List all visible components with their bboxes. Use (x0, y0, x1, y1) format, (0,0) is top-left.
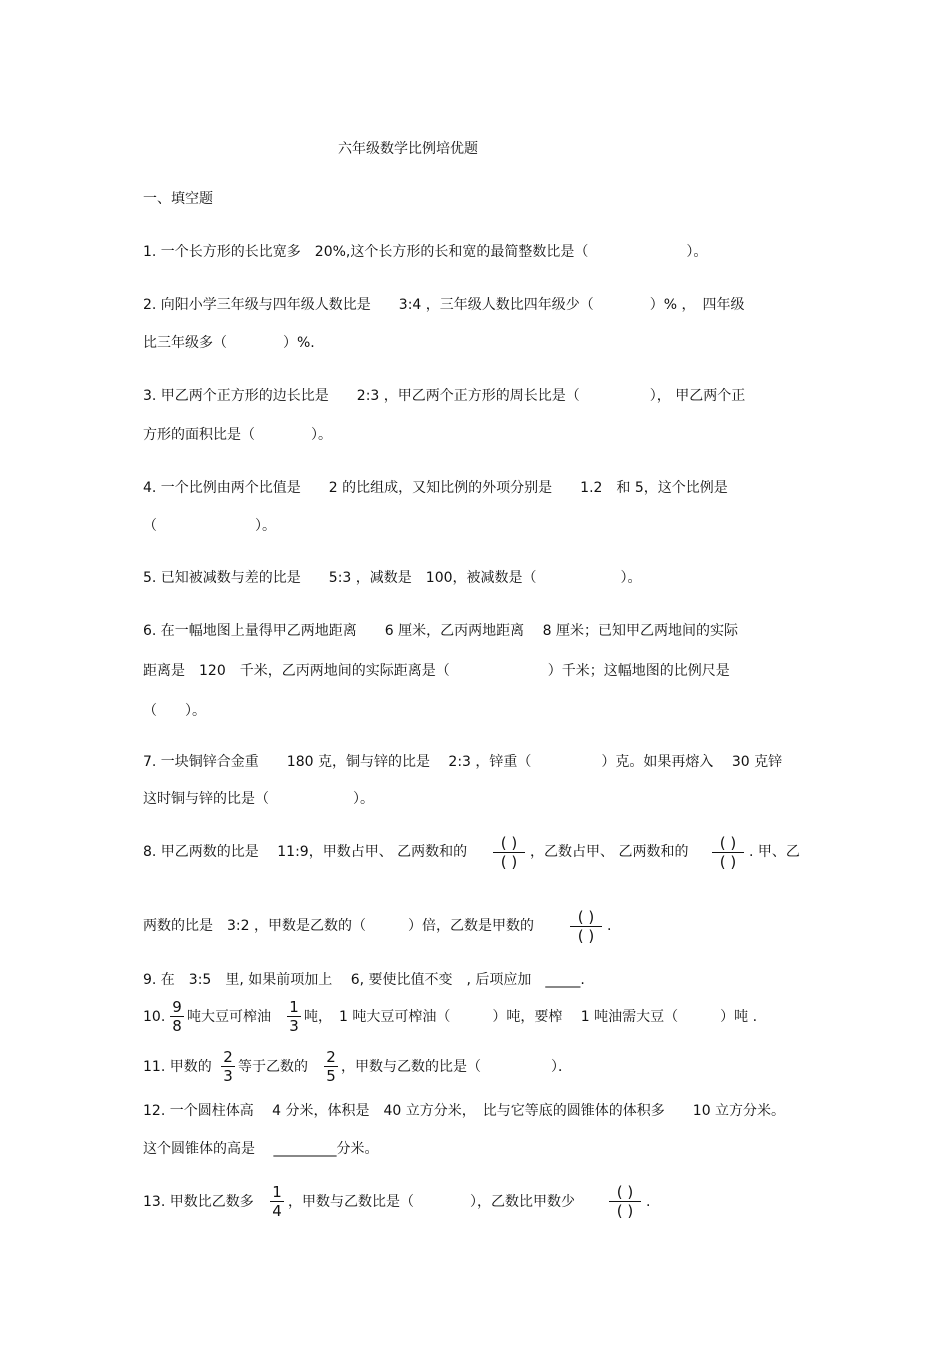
fraction-numerator: ( ) (719, 834, 737, 852)
question-8-text-1: 8. 甲乙两数的比是 11:9，甲数占甲、 乙两数和的 (143, 844, 468, 860)
fraction-one-fourth (268, 1183, 286, 1220)
question-4-line-1: 4. 一个比例由两个比值是 2 的比组成，又知比例的外项分别是 1.2 和 5，这个比例是 (143, 480, 728, 496)
question-10-text-2: 吨大豆可榨油 (187, 1009, 271, 1025)
fraction-blank (710, 834, 746, 871)
fraction-two-thirds (219, 1048, 237, 1085)
fraction-numerator: 1 (272, 1183, 282, 1201)
fraction-numerator: 1 (289, 998, 299, 1016)
fraction-denominator: 4 (272, 1202, 282, 1220)
question-3-line-2: 方形的面积比是（ ）。 (143, 427, 332, 443)
question-6-line-1: 6. 在一幅地图上量得甲乙两地距离 6 厘米，乙丙两地距离 8 厘米；已知甲乙两地间的实际 (143, 623, 738, 639)
fraction-two-fifths (322, 1048, 340, 1085)
question-5: 5. 已知被减数与差的比是 5:3 ，减数是 100，被减数是（ ）。 (143, 570, 642, 586)
fraction-denominator: 8 (172, 1017, 182, 1035)
fraction-denominator: 3 (223, 1067, 233, 1085)
question-2-line-2: 比三年级多（ ）%. (143, 335, 315, 351)
fraction-blank (491, 834, 527, 871)
fraction-denominator: ( ) (577, 927, 595, 945)
question-8-text-2: ，乙数占甲、 乙两数和的 (530, 844, 689, 860)
fraction-denominator: ( ) (616, 1202, 634, 1220)
question-11-text-1: 11. 甲数的 (143, 1059, 212, 1075)
fraction-nine-eighths (168, 998, 186, 1035)
question-9: 9. 在 3:5 里, 如果前项加上 6, 要使比值不变 , 后项应加 _____. (143, 972, 585, 988)
fraction-numerator: ( ) (500, 834, 518, 852)
fraction-numerator: 2 (223, 1048, 233, 1066)
question-13-text-2: ，甲数与乙数比是（ ），乙数比甲数少 (288, 1194, 575, 1210)
fraction-denominator: ( ) (500, 853, 518, 871)
question-6-line-2: 距离是 120 千米，乙丙两地间的实际距离是（ ）千米；这幅地图的比例尺是 (143, 663, 730, 679)
question-12-line-1: 12. 一个圆柱体高 4 分米，体积是 40 立方分米， 比与它等底的圆锥体的体积多 10 立方分米。 (143, 1103, 786, 1119)
question-13-text-1: 13. 甲数比乙数多 (143, 1194, 254, 1210)
question-13-text-3: . (646, 1194, 651, 1210)
fraction-numerator: 2 (326, 1048, 336, 1066)
fraction-numerator: 9 (172, 998, 182, 1016)
fraction-denominator: 5 (326, 1067, 336, 1085)
fraction-numerator: ( ) (577, 908, 595, 926)
question-2-line-1: 2. 向阳小学三年级与四年级人数比是 3:4 ，三年级人数比四年级少（ ）% ， 四年级 (143, 297, 745, 313)
question-8-text-3: . 甲、乙 (749, 844, 800, 860)
question-7-line-2: 这时铜与锌的比是（ ）。 (143, 791, 374, 807)
question-10-text-1: 10. (143, 1009, 166, 1025)
question-4-line-2: （ ）。 (143, 518, 276, 534)
fraction-denominator: ( ) (719, 853, 737, 871)
page-title: 六年级数学比例培优题 (338, 141, 478, 157)
question-10-text-3: 吨， 1 吨大豆可榨油（ ）吨，要榨 1 吨油需大豆（ ）吨 . (304, 1009, 758, 1025)
fraction-one-third (285, 998, 303, 1035)
question-8-text-4: 两数的比是 3:2 ，甲数是乙数的（ ）倍，乙数是甲数的 (143, 918, 534, 934)
fraction-blank (568, 908, 604, 945)
question-1: 1. 一个长方形的长比宽多 20%,这个长方形的长和宽的最简整数比是（ ）。 (143, 244, 708, 260)
question-12-line-2: 这个圆锥体的高是 _________分米。 (143, 1141, 379, 1157)
question-11-text-3: ，甲数与乙数的比是（ ）． (341, 1059, 572, 1075)
fraction-denominator: 3 (289, 1017, 299, 1035)
question-8-text-5: . (607, 918, 612, 934)
question-7-line-1: 7. 一块铜锌合金重 180 克，铜与锌的比是 2:3 ，锌重（ ）克。如果再熔入 30 克锌 (143, 754, 783, 770)
question-3-line-1: 3. 甲乙两个正方形的边长比是 2:3 ，甲乙两个正方形的周长比是（ ）， 甲乙两个正 (143, 388, 746, 404)
fraction-blank (607, 1183, 643, 1220)
fraction-numerator: ( ) (616, 1183, 634, 1201)
section-heading: 一、填空题 (143, 191, 213, 207)
question-11-text-2: 等于乙数的 (238, 1059, 308, 1075)
question-6-line-3: （ ）。 (143, 703, 206, 719)
